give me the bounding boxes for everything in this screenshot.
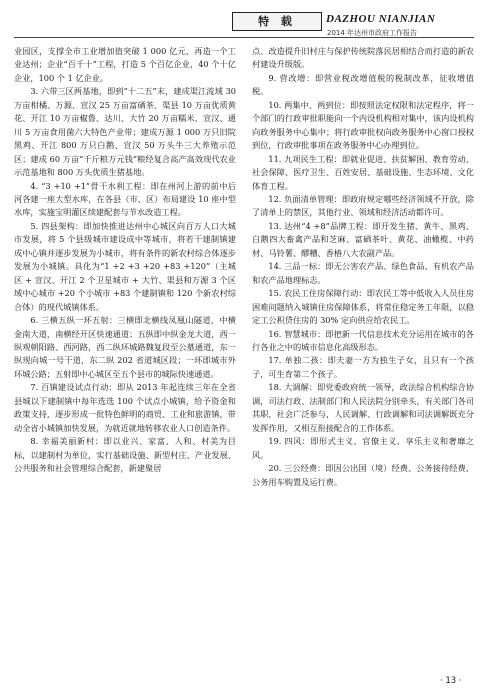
paragraph: 18. 大调解：即党委政府统一领导，政法综合机构综合协调，司法行政、法制部门和人民法院分别牵头，有关部门各司其职，社会广泛参与，人民调解、行政调解和司法调解既充分发挥作用，又相互衔接配合的工作体系。 bbox=[252, 382, 474, 433]
paragraph: 5. 四县架构：即加快推进达州中心城区向百万人口大城市发展，将 5 个县级城市建设成中等城市，将若干建制镇建成中心镇并逐步发展为小城市，将有条件的新农村综合体逐步发展为小城镇。具化为“1 +2 +3 +20 +83 +120”（主城区 + 宣汉、开江 2 个卫星城市 + 大竹、渠县和万源 3 个区域中心城市 +20 个小城市 +83 个建制镇和 120 个新农村综合体）的现代城镇体系。 bbox=[14, 220, 236, 312]
paragraph: 17. 单独二孩：即夫妻一方为独生子女，且只有一个孩子，可生育第二个孩子。 bbox=[252, 355, 474, 379]
paragraph: 业园区，支撑全市工业增加值突破 1 000 亿元，再造一个工业达州；企业“百千十”工程，打造 5 个百亿企业，40 个十亿企业，100 个 1 亿企业。 bbox=[14, 46, 236, 83]
paragraph: 点、改造提升旧村庄与保护传统院落民居相结合而打造的新农村建设升级版。 bbox=[252, 46, 474, 70]
paragraph: 9. 营改增：即营业税改增值税的税制改革，征收增值税。 bbox=[252, 72, 474, 97]
page-number: · 13 · bbox=[440, 676, 462, 686]
paragraph: 20. 三公经费：即因公出国（境）经费、公务接待经费、公务用车购置及运行费。 bbox=[252, 463, 474, 487]
page-header bbox=[0, 0, 488, 40]
paragraph: 7. 百镇建设试点行动：即从 2013 年起连续三年在全省县城以下建制镇中每年选选 100 个试点小城镇，给予资金和政策支持，逐步形成一批特色鲜明的商贸、工业和旅游镇，带动全省小城镇加快发展，为就近就地转移农业人口创造条件。 bbox=[14, 382, 236, 433]
journal-title: DAZHOU NIANJIAN bbox=[326, 13, 436, 25]
right-column bbox=[252, 45, 474, 489]
paragraph: 12. 负面清单管理：即政府规定哪些经济领域不开放，除了清单上的禁区，其他行业、领域和经济活动都许可。 bbox=[252, 193, 474, 218]
report-subtitle: 2014 年达州市政府工作报告 bbox=[327, 29, 418, 37]
section-label: 特 载 bbox=[232, 12, 322, 31]
paragraph: 4. “3 +10 +1”骨干水利工程：即在州河上游的前中后河各建一座大型水库，在各县（市、区）布局建设 10 座中型水库，实施宝明灌区续建配套与节水改造工程。 bbox=[14, 180, 236, 218]
paragraph: 3. 六带三区两基地，即到“十二五”末，建成渠江流域 30 万亩柑橘、万源、宣汉 25 万亩富硒茶、渠县 10 万亩优质黄花、开江 10 万亩椒鲁、达川、大竹 20 万亩糯米、宣汉、通川 5 万亩食用菌六大特色产业带；建成万源 1 000 万只旧院黑鸡、开江 800 万只白鹅、宣汉 50 万头牛三大养殖示范区；建成 60 万亩“千斤粮万元钱”粮经复合高产高效现代农业示范基地和 800 万头优质生猪基地。 bbox=[14, 86, 236, 178]
paragraph: 16. 智慧城市：即把新一代信息技术充分运用在城市的各行各业之中的城市信息化高级形态。 bbox=[252, 328, 474, 352]
paragraph: 14. 三品一标：即无公害农产品、绿色食品、有机农产品和农产品地理标志。 bbox=[252, 261, 474, 285]
paragraph: 10. 两集中、两到位：即按照法定权限和法定程序，将一个部门的行政审批职能向一个内设机构相对集中，该内设机构向政务服务中心集中；将行政审批权向政务服务中心窗口授权到位，行政审批事项在政务服务中心办理到位。 bbox=[252, 99, 474, 151]
paragraph: 13. 达州“4 +8”品牌工程：即开发生猪、黄牛、黑鸡、白鹅四大畜禽产品和芝麻、富硒茶叶、黄花、油橄榄、中药材、马铃薯、醪糟、香椿八大农副产品。 bbox=[252, 220, 474, 258]
paragraph: 8. 幸福美丽新村：即以业兴、家富、人和、村美为目标，以建制村为单位，实行基础设施、新型村庄、产业发展、公共服务和社会管理综合配套，新建聚居 bbox=[14, 436, 236, 474]
left-column bbox=[14, 45, 236, 476]
paragraph: 15. 农民工住房保障行动：即农民工等中低收入人员住房困难问题纳入城镇住房保障体系，将常住稳定务工年限，以稳定工公积贷住房的 30% 定向供应给农民工。 bbox=[252, 288, 474, 326]
paragraph: 19. 四风：即形式主义、官僚主义、享乐主义和奢靡之风。 bbox=[252, 436, 474, 460]
paragraph: 6. 三横五纵一环五射：三横即北横线凤凰山隧道，中横金南大道，南横经开区快速通道；五纵即中纵金龙大道，西一纵观朝阳路、西河路，西二纵环城路魏复段至公墓通道，东一纵现向城一号干道，东二纵 202 省道城区段；一环即城市外环城公路；五射即中心城区至五个县市的城际快速通道。 bbox=[14, 315, 236, 379]
header-rule bbox=[14, 37, 474, 38]
paragraph: 11. 九项民生工程：即就业促进、扶贫解困、教育劳动、社会保障、医疗卫生、百姓安居、基础设施、生态环境、文化体育工程。 bbox=[252, 153, 474, 191]
